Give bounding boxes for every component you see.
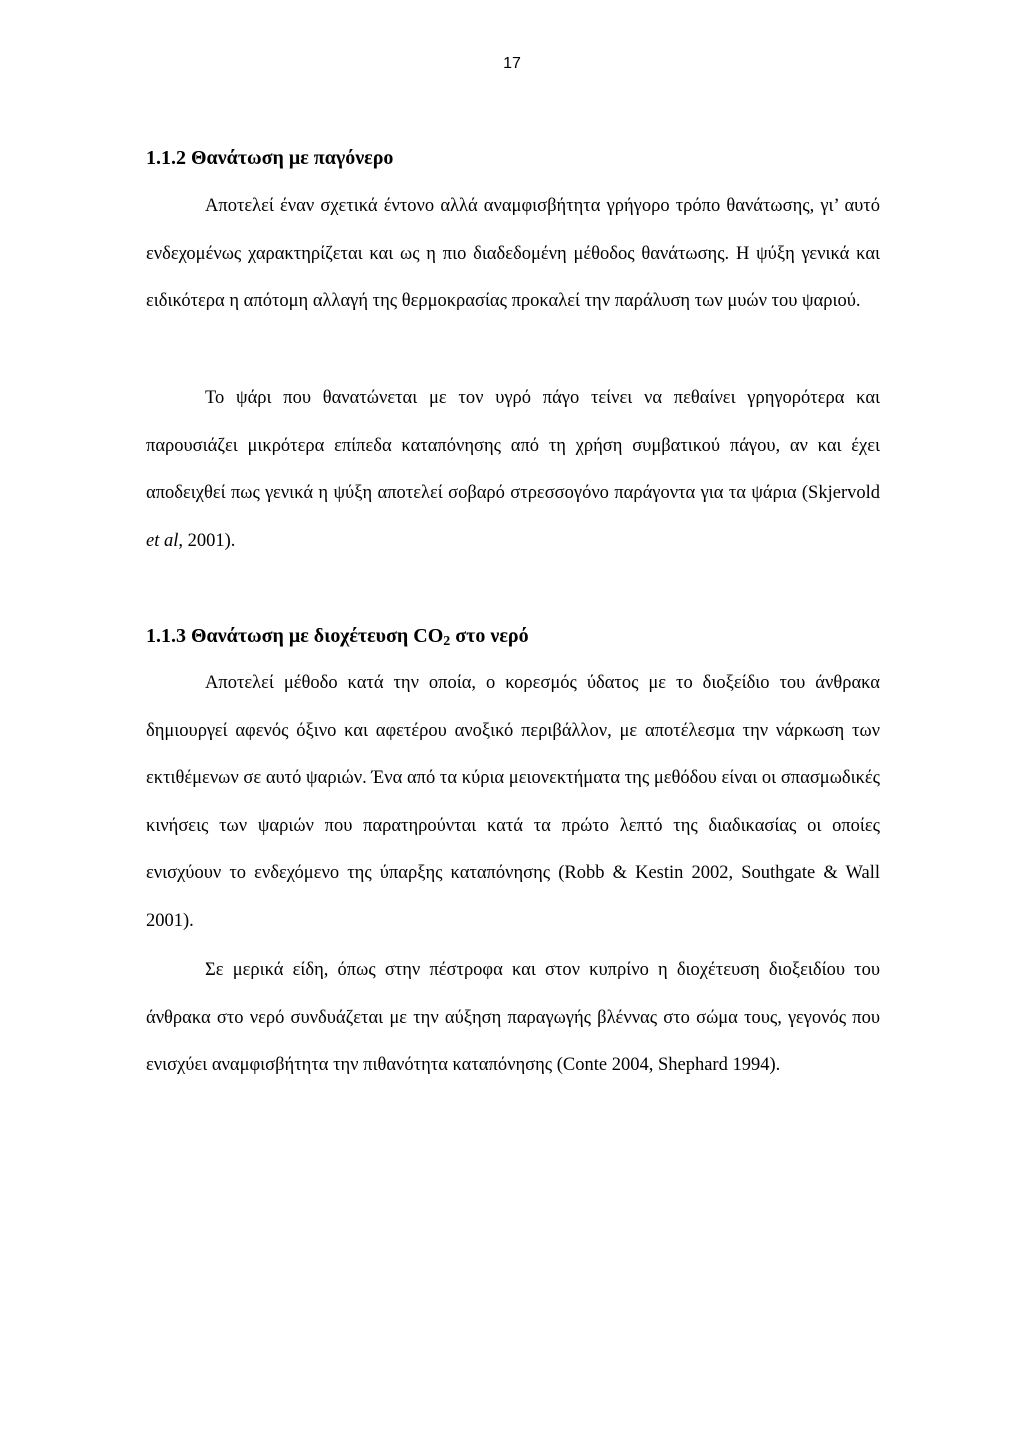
paragraph-1: Αποτελεί έναν σχετικά έντονο αλλά αναμφισβήτητα γρήγορο τρόπο θανάτωσης, γι’ αυτό ενδεχομένως χαρακτηρίζεται και ως η πιο διαδεδομένη μέθοδος θανάτωσης. Η ψύξη γενικά και ειδικότερα η απότομη αλλαγή της θερμοκρασίας προκαλεί την παράλυση των μυών του ψαριού.: [146, 196, 880, 311]
paragraph-3: Αποτελεί μέθοδο κατά την οποία, ο κορεσμός ύδατος με το διοξείδιο του άνθρακα δημιουργεί αφενός όξινο και αφετέρου ανοξικό περιβάλλον, με αποτέλεσμα την νάρκωση των εκτιθέμενων σε αυτό ψαριών. Ένα από τα κύρια μειονεκτήματα της μεθόδου είναι οι σπασμωδικές κινήσεις των ψαριών που παρατηρούνται κατά τα πρώτο λεπτό της διαδικασίας οι οποίες ενισχύουν το ενδεχόμενο της ύπαρξης καταπόνησης (Robb & Kestin 2002, Southgate & Wall 2001).: [146, 673, 880, 931]
section-heading-1-1-2: 1.1.2 Θανάτωση με παγόνερο: [146, 147, 394, 169]
section-heading-1-1-3: [146, 624, 880, 648]
page-number: 17: [503, 55, 521, 72]
paragraph-4: Σε μερικά είδη, όπως στην πέστροφα και στον κυπρίνο η διοχέτευση διοξειδίου του άνθρακα στο νερό συνδυάζεται με την αύξηση παραγωγής βλέννας στο σώμα τους, γεγονός που ενισχύει αναμφισβήτητα την πιθανότητα καταπόνησης (Conte 2004, Shephard 1994).: [146, 960, 880, 1075]
citation-et-al: et al: [146, 530, 179, 551]
paragraph-2: [146, 375, 880, 565]
paragraph-2-text: Το ψάρι που θανατώνεται με τον υγρό πάγο τείνει να πεθαίνει γρηγορότερα και παρουσιάζει μικρότερα επίπεδα καταπόνησης από τη χρήση συμβατικού πάγου, αν και έχει αποδειχθεί πως γενικά η ψύξη αποτελεί σοβαρό στρεσσογόνο παράγοντα για τα ψάρια (Skjervold: [146, 388, 880, 503]
paragraph-2-text-end: , 2001).: [178, 530, 236, 551]
section-heading-1-1-3-end: στο νερό: [450, 625, 529, 647]
section-heading-1-1-3-main: 1.1.3 Θανάτωση με διοχέτευση CO: [146, 625, 444, 647]
co2-subscript: 2: [443, 634, 451, 649]
